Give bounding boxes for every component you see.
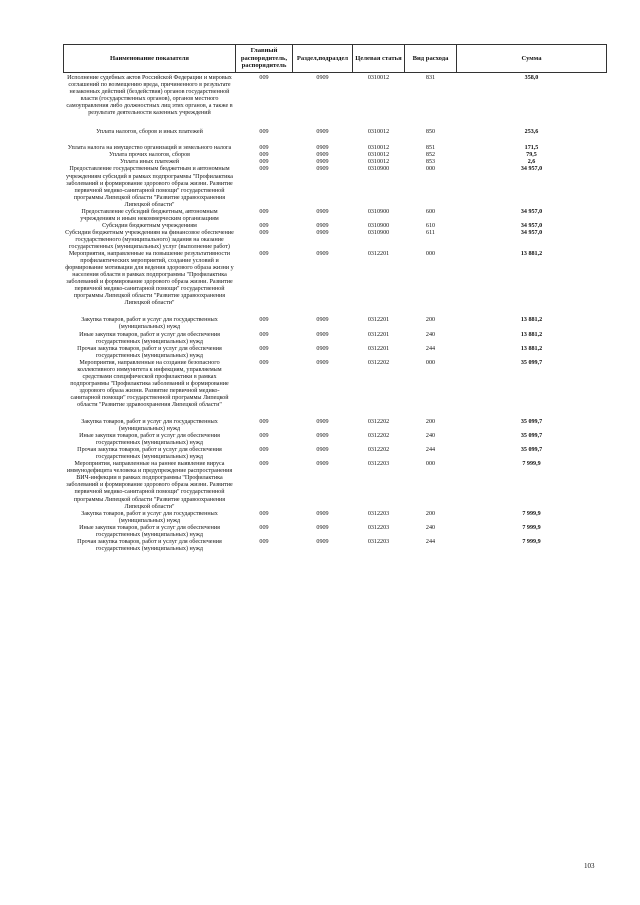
header-sum: Сумма <box>457 45 607 73</box>
row-article-cell: 0312202 <box>367 433 390 440</box>
row-section-cell: 0909 <box>316 461 329 468</box>
row-sum-cell: 7 999,9 <box>522 510 541 517</box>
table-row <box>64 73 607 130</box>
row-sum-cell: 34 957,0 <box>520 229 543 236</box>
row-expense-cell: 240 <box>425 331 436 338</box>
row-sum-cell: 79,5 <box>526 152 537 159</box>
row-expense-cell: 851 <box>425 145 436 152</box>
row-sum-cell: 171,5 <box>524 145 539 152</box>
row-expense-cell: 200 <box>425 510 436 517</box>
row-sum-cell: 7 999,9 <box>522 538 541 545</box>
row-admin-cell: 009 <box>259 538 269 545</box>
row-expense-cell: 244 <box>425 447 436 454</box>
header-expense: Вид расхода <box>405 45 457 73</box>
row-admin-cell: 009 <box>259 166 269 173</box>
row-article-cell: 0312202 <box>367 359 390 366</box>
row-section-cell: 0909 <box>316 419 329 426</box>
table-row <box>64 419 607 433</box>
table-row <box>64 209 607 223</box>
row-article-cell: 0312202 <box>367 447 390 454</box>
row-name-cell: Мероприятия, направленные на повышение результативности профилактических мероприятий, создание условий и формирование мотивации для ведения здорового образа жизни у населения области в рамках подпрограммы "Профилактика заболеваний и формирование здорового образа жизни. Развитие первичной медико-санитарной помощи" государственной программы Липецкой области "Развитие здравоохранения Липецкой области" <box>65 251 234 307</box>
row-article-cell: 0312201 <box>367 345 390 352</box>
table-row <box>64 433 607 447</box>
row-name-cell: Уплата налога на имущество организаций и земельного налога <box>67 145 232 152</box>
row-article-cell: 0310900 <box>367 166 390 173</box>
header-article: Целевая статья <box>353 45 405 73</box>
row-article-cell: 0312201 <box>367 317 390 324</box>
row-sum-cell: 13 881,2 <box>520 345 543 352</box>
row-admin-cell: 009 <box>259 461 269 468</box>
table-row <box>64 461 607 510</box>
row-expense-cell: 200 <box>425 317 436 324</box>
row-article-cell: 0310900 <box>367 208 390 215</box>
row-name-cell: Мероприятия, направленные на создание безопасного коллективного иммунитета к инфекциям, управляемым средствами специфической профилактики в рамках подпрограммы "Профилактика заболеваний и формирование здорового образа жизни. Развитие первичной медико-санитарной помощи" государственной программы Липецкой области "Развитие здравоохранения Липецкой области" <box>70 359 229 408</box>
row-section-cell: 0909 <box>316 159 329 166</box>
row-admin-cell: 009 <box>259 345 269 352</box>
table-row <box>64 317 607 331</box>
row-article-cell: 0310012 <box>367 75 390 81</box>
row-name-cell: Прочая закупка товаров, работ и услуг для обеспечения государственных (муниципальных) нужд <box>77 345 222 359</box>
row-section-cell: 0909 <box>316 538 329 545</box>
row-section-cell: 0909 <box>316 345 329 352</box>
row-article-cell: 0310900 <box>367 229 390 236</box>
table-row <box>64 525 607 539</box>
row-sum-cell: 13 881,2 <box>520 331 543 338</box>
row-admin-cell: 009 <box>259 317 269 324</box>
table-header-row <box>64 45 607 73</box>
row-admin-cell: 009 <box>259 433 269 440</box>
table-row <box>64 230 607 251</box>
table-row <box>64 251 607 317</box>
row-sum-cell: 13 881,2 <box>520 251 543 258</box>
row-section-cell: 0909 <box>316 222 329 229</box>
row-article-cell: 0310012 <box>367 159 390 166</box>
row-admin-cell: 009 <box>259 510 269 517</box>
row-name-cell: Субсидии бюджетным учреждениям <box>102 222 197 229</box>
table-row <box>64 166 607 208</box>
row-sum-cell: 34 957,0 <box>520 222 543 229</box>
row-name-cell: Уплата прочих налогов, сборов <box>108 152 190 159</box>
row-article-cell: 0312202 <box>367 419 390 426</box>
row-name-cell: Закупка товаров, работ и услуг для государственных (муниципальных) нужд <box>81 317 218 331</box>
table-row <box>64 346 607 360</box>
row-section-cell: 0909 <box>316 447 329 454</box>
row-expense-cell: 000 <box>425 251 436 258</box>
row-section-cell: 0909 <box>316 75 329 81</box>
row-section-cell: 0909 <box>316 251 329 258</box>
page-number: 103 <box>584 862 595 870</box>
row-admin-cell: 009 <box>259 229 269 236</box>
row-admin-cell: 009 <box>259 145 269 152</box>
row-section-cell: 0909 <box>316 145 329 152</box>
row-name-cell: Закупка товаров, работ и услуг для государственных (муниципальных) нужд <box>81 510 218 524</box>
row-section-cell: 0909 <box>316 524 329 531</box>
header-section: Раздел,подраздел <box>293 45 353 73</box>
row-section-cell: 0909 <box>316 166 329 173</box>
row-admin-cell: 009 <box>259 419 269 426</box>
row-article-cell: 0310012 <box>367 129 390 136</box>
row-article-cell: 0310900 <box>367 222 390 229</box>
row-section-cell: 0909 <box>316 359 329 366</box>
row-article-cell: 0312203 <box>367 461 390 468</box>
row-expense-cell: 852 <box>425 152 436 159</box>
row-admin-cell: 009 <box>259 208 269 215</box>
row-section-cell: 0909 <box>316 510 329 517</box>
row-name-cell: Прочая закупка товаров, работ и услуг для обеспечения государственных (муниципальных) нужд <box>77 447 222 461</box>
row-sum-cell: 7 999,9 <box>522 461 541 468</box>
row-sum-cell: 35 099,7 <box>520 433 543 440</box>
table-row <box>64 360 607 419</box>
table-row <box>64 447 607 461</box>
row-expense-cell: 853 <box>425 159 436 166</box>
row-expense-cell: 000 <box>425 166 436 173</box>
row-expense-cell: 831 <box>425 75 436 81</box>
row-expense-cell: 000 <box>425 461 436 468</box>
row-admin-cell: 009 <box>259 75 269 81</box>
row-expense-cell: 000 <box>425 359 436 366</box>
row-name-cell: Иные закупки товаров, работ и услуг для обеспечения государственных (муниципальных) нужд <box>79 524 220 538</box>
row-name-cell: Мероприятия, направленные на раннее выявление вируса иммунодефицита человека и предупреждение распространения ВИЧ-инфекции в рамках подпрограммы "Профилактика заболеваний и формирование здорового образа жизни. Развитие первичной медико-санитарной помощи" государственной программы Липецкой области "Развитие здравоохранения Липецкой области" <box>66 461 233 510</box>
table-row <box>64 511 607 525</box>
row-admin-cell: 009 <box>259 222 269 229</box>
row-name-cell: Предоставление субсидий бюджетным, автономным учреждениям и иным некоммерческим организациям <box>80 208 219 222</box>
row-section-cell: 0909 <box>316 229 329 236</box>
table-row <box>64 129 607 145</box>
row-sum-cell: 35 099,7 <box>520 419 543 426</box>
budget-table <box>63 44 607 553</box>
header-admin: Главный распорядитель, распорядитель <box>236 45 293 73</box>
row-article-cell: 0312203 <box>367 510 390 517</box>
row-sum-cell: 35 099,7 <box>520 359 543 366</box>
row-article-cell: 0312203 <box>367 538 390 545</box>
table-row <box>64 332 607 346</box>
row-expense-cell: 200 <box>425 419 436 426</box>
row-admin-cell: 009 <box>259 524 269 531</box>
row-name-cell: Предоставление государственным бюджетным и автономным учреждениям субсидий в рамках подпрограммы "Профилактика заболеваний и формирование здорового образа жизни. Развитие первичной медико-санитарной помощи" государственной программы Липецкой области "Развитие здравоохранения Липецкой области" <box>65 166 234 208</box>
row-expense-cell: 600 <box>425 208 436 215</box>
table-row <box>64 539 607 553</box>
row-sum-cell: 34 957,0 <box>520 208 543 215</box>
row-section-cell: 0909 <box>316 331 329 338</box>
row-expense-cell: 240 <box>425 524 436 531</box>
row-admin-cell: 009 <box>259 447 269 454</box>
row-expense-cell: 850 <box>425 129 436 136</box>
row-article-cell: 0312201 <box>367 331 390 338</box>
table-body <box>64 73 607 553</box>
row-name-cell: Субсидии бюджетным учреждениям на финансовое обеспечение государственного (муниципального) задания на оказание государственных (муниципальных) услуг (выполнение работ) <box>65 229 234 250</box>
row-sum-cell: 13 881,2 <box>520 317 543 324</box>
row-expense-cell: 244 <box>425 538 436 545</box>
row-sum-cell: 253,6 <box>524 129 539 136</box>
row-admin-cell: 009 <box>259 251 269 258</box>
row-admin-cell: 009 <box>259 159 269 166</box>
row-name-cell: Закупка товаров, работ и услуг для государственных (муниципальных) нужд <box>81 419 218 433</box>
row-section-cell: 0909 <box>316 152 329 159</box>
row-name-cell: Иные закупки товаров, работ и услуг для обеспечения государственных (муниципальных) нужд <box>79 331 220 345</box>
row-sum-cell: 2,6 <box>527 159 536 166</box>
row-article-cell: 0312203 <box>367 524 390 531</box>
row-article-cell: 0312201 <box>367 251 390 258</box>
row-article-cell: 0310012 <box>367 145 390 152</box>
row-expense-cell: 244 <box>425 345 436 352</box>
row-admin-cell: 009 <box>259 129 269 136</box>
table-row <box>64 223 607 230</box>
row-expense-cell: 240 <box>425 433 436 440</box>
row-sum-cell: 34 957,0 <box>520 166 543 173</box>
row-name-cell: Уплата налогов, сборов и иных платежей <box>96 129 203 136</box>
row-section-cell: 0909 <box>316 433 329 440</box>
row-name-cell: Уплата иных платежей <box>119 159 180 166</box>
row-name-cell: Иные закупки товаров, работ и услуг для обеспечения государственных (муниципальных) нужд <box>79 433 220 447</box>
row-name-cell: Исполнение судебных актов Российской Федерации и мировых соглашений по возмещению вреда, причиненного в результате незаконных действий (бездействия) органов государственной власти (государственных органов), органов местного самоуправления либо должностных лиц этих органов, а также в результате деятельности казенных учреждений <box>66 75 233 117</box>
header-name: Наименование показателя <box>64 45 236 73</box>
row-admin-cell: 009 <box>259 331 269 338</box>
row-name-cell: Прочая закупка товаров, работ и услуг для обеспечения государственных (муниципальных) нужд <box>77 538 222 552</box>
row-expense-cell: 610 <box>425 222 436 229</box>
row-article-cell: 0310012 <box>367 152 390 159</box>
row-admin-cell: 009 <box>259 152 269 159</box>
row-admin-cell: 009 <box>259 359 269 366</box>
row-section-cell: 0909 <box>316 317 329 324</box>
row-sum-cell: 358,0 <box>524 75 539 81</box>
row-section-cell: 0909 <box>316 208 329 215</box>
row-sum-cell: 35 099,7 <box>520 447 543 454</box>
row-sum-cell: 7 999,9 <box>522 524 541 531</box>
row-section-cell: 0909 <box>316 129 329 136</box>
row-expense-cell: 611 <box>426 229 435 236</box>
